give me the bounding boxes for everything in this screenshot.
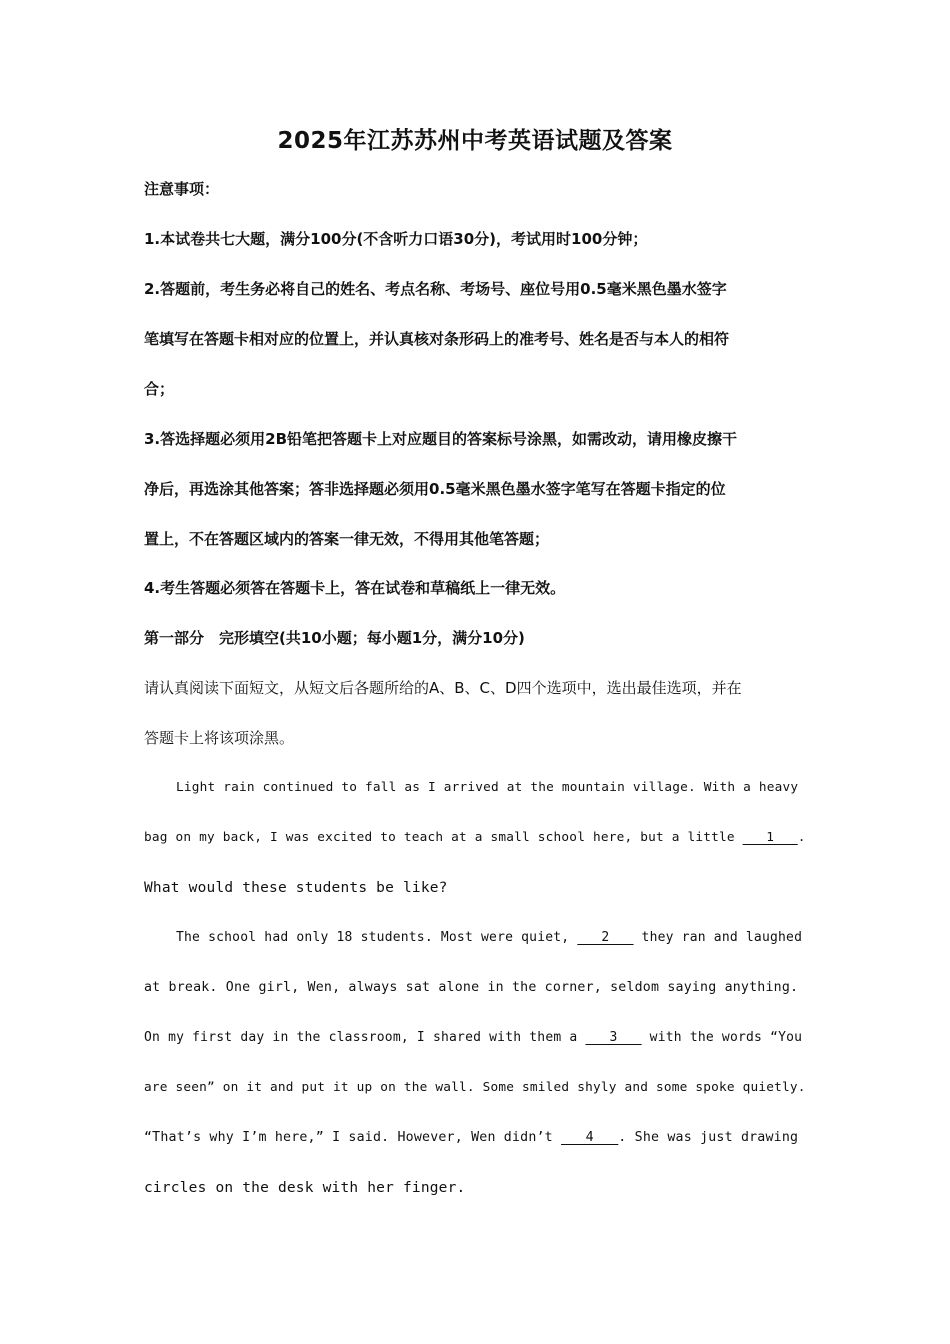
blank-4: 4 bbox=[561, 1130, 619, 1145]
passage-line bbox=[144, 1028, 808, 1048]
instruction-line-1: 请认真阅读下面短文，从短文后各题所给的A、B、C、D四个选项中，选出最佳选项，并在 bbox=[144, 679, 742, 697]
notice-line-6: 净后，再选涂其他答案；答非选择题必须用0.5毫米黑色墨水签字笔写在答题卡指定的位 bbox=[144, 480, 726, 498]
notice-line-7: 置上，不在答题区域内的答案一律无效，不得用其他笔答题； bbox=[144, 530, 550, 548]
passage-text: The school had only 18 students. Most were quiet, bbox=[176, 930, 578, 945]
passage-text: . bbox=[797, 830, 806, 845]
instruction-line-2: 答题卡上将该项涂黑。 bbox=[144, 729, 295, 747]
blank-2: 2 bbox=[577, 930, 634, 945]
notice-line-1: 1.本试卷共七大题，满分100分(不含听力口语30分)，考试用时100分钟； bbox=[144, 230, 648, 248]
passage-line bbox=[144, 928, 808, 948]
notice-line-4: 合； bbox=[144, 380, 175, 398]
notice-line-3: 笔填写在答题卡相对应的位置上，并认真核对条形码上的准考号、姓名是否与本人的相符 bbox=[144, 330, 730, 348]
notice-line-5: 3.答选择题必须用2B铅笔把答题卡上对应题目的答案标号涂黑，如需改动，请用橡皮擦干 bbox=[144, 430, 738, 448]
passage-line bbox=[144, 1128, 808, 1148]
passage-line: What would these students be like? bbox=[144, 880, 448, 896]
notice-line-2: 2.答题前，考生务必将自己的姓名、考点名称、考场号、座位号用0.5毫米黑色墨水签字 bbox=[144, 280, 727, 298]
passage-text: they ran and laughed bbox=[633, 930, 803, 945]
passage-text: with the words “You bbox=[641, 1030, 803, 1045]
passage-line: at break. One girl, Wen, always sat alone in the corner, seldom saying anything. bbox=[144, 980, 799, 995]
passage-line bbox=[144, 828, 808, 848]
passage-text: bag on my back, I was excited to teach at a small school here, but a little bbox=[144, 830, 743, 845]
part1-heading: 第一部分 完形填空(共10小题；每小题1分，满分10分) bbox=[144, 629, 525, 647]
notice-line-8: 4.考生答题必须答在答题卡上，答在试卷和草稿纸上一律无效。 bbox=[144, 579, 566, 597]
passage-line: circles on the desk with her finger. bbox=[144, 1180, 466, 1196]
passage-text: “That’s why I’m here,” I said. However, Wen didn’t bbox=[144, 1130, 562, 1145]
blank-3: 3 bbox=[585, 1030, 642, 1045]
blank-1: 1 bbox=[742, 830, 798, 845]
passage-text: . She was just drawing bbox=[618, 1130, 799, 1145]
notice-heading: 注意事项： bbox=[144, 180, 220, 198]
passage-text: On my first day in the classroom, I shared with them a bbox=[144, 1030, 586, 1045]
page-title: 2025年江苏苏州中考英语试题及答案 bbox=[277, 128, 673, 154]
passage-line: Light rain continued to fall as I arrived at the mountain village. With a heavy bbox=[176, 780, 799, 795]
passage-line: are seen” on it and put it up on the wall. Some smiled shyly and some spoke quietly. bbox=[144, 1080, 806, 1095]
